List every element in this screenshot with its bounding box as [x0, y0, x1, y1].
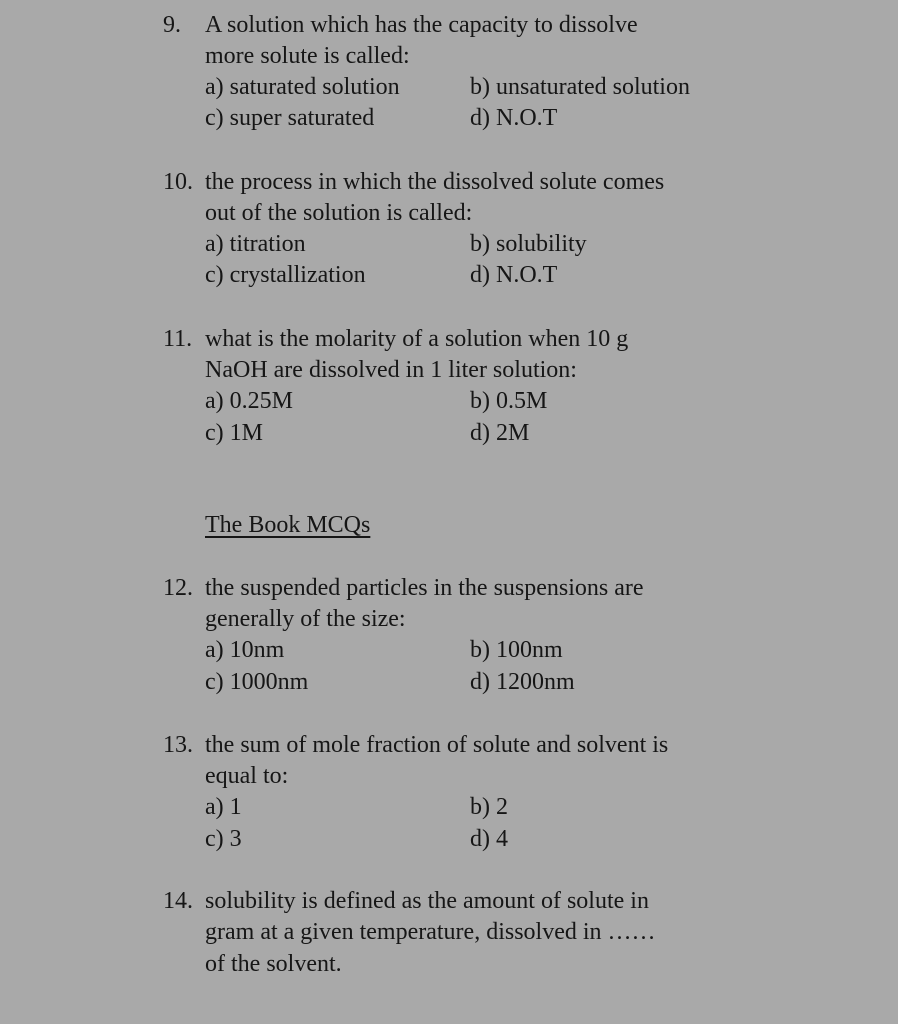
question-stem-line: solubility is defined as the amount of solute in [205, 888, 649, 914]
question-stem-line: the suspended particles in the suspensions are [205, 575, 644, 601]
question-stem-line: equal to: [205, 763, 289, 789]
option-a: a) 10nm [205, 637, 285, 663]
option-a: a) 0.25M [205, 388, 293, 414]
option-d: d) 1200nm [470, 669, 575, 695]
option-c: c) 1M [205, 420, 263, 446]
option-b: b) 0.5M [470, 388, 548, 414]
question-stem-line: NaOH are dissolved in 1 liter solution: [205, 357, 577, 383]
question-stem-line: the process in which the dissolved solute comes [205, 169, 665, 195]
option-d: d) 2M [470, 420, 530, 446]
question-stem-line: out of the solution is called: [205, 200, 473, 226]
option-c: c) 1000nm [205, 669, 309, 695]
option-d: d) N.O.T [470, 262, 558, 288]
option-b: b) unsaturated solution [470, 74, 690, 100]
question-stem-line: the sum of mole fraction of solute and solvent is [205, 732, 669, 758]
option-b: b) 100nm [470, 637, 563, 663]
option-b: b) solubility [470, 231, 587, 257]
question-number: 12. [163, 575, 193, 601]
option-d: d) N.O.T [470, 105, 558, 131]
option-a: a) titration [205, 231, 306, 257]
question-stem-line: more solute is called: [205, 43, 410, 69]
question-number: 13. [163, 732, 193, 758]
question-stem-line: gram at a given temperature, dissolved in …… [205, 919, 656, 945]
question-number: 10. [163, 169, 193, 195]
option-c: c) super saturated [205, 105, 375, 131]
question-stem-line: generally of the size: [205, 606, 406, 632]
section-heading: The Book MCQs [205, 512, 371, 538]
option-a: a) saturated solution [205, 74, 400, 100]
option-d: d) 4 [470, 826, 508, 852]
option-c: c) 3 [205, 826, 242, 852]
option-c: c) crystallization [205, 262, 366, 288]
question-stem-line: of the solvent. [205, 951, 342, 977]
option-b: b) 2 [470, 794, 508, 820]
option-a: a) 1 [205, 794, 242, 820]
question-stem-line: what is the molarity of a solution when 10 g [205, 326, 629, 352]
question-stem-line: A solution which has the capacity to dissolve [205, 12, 638, 38]
question-number: 11. [163, 326, 193, 352]
question-number: 9. [163, 12, 181, 38]
question-number: 14. [163, 888, 193, 914]
